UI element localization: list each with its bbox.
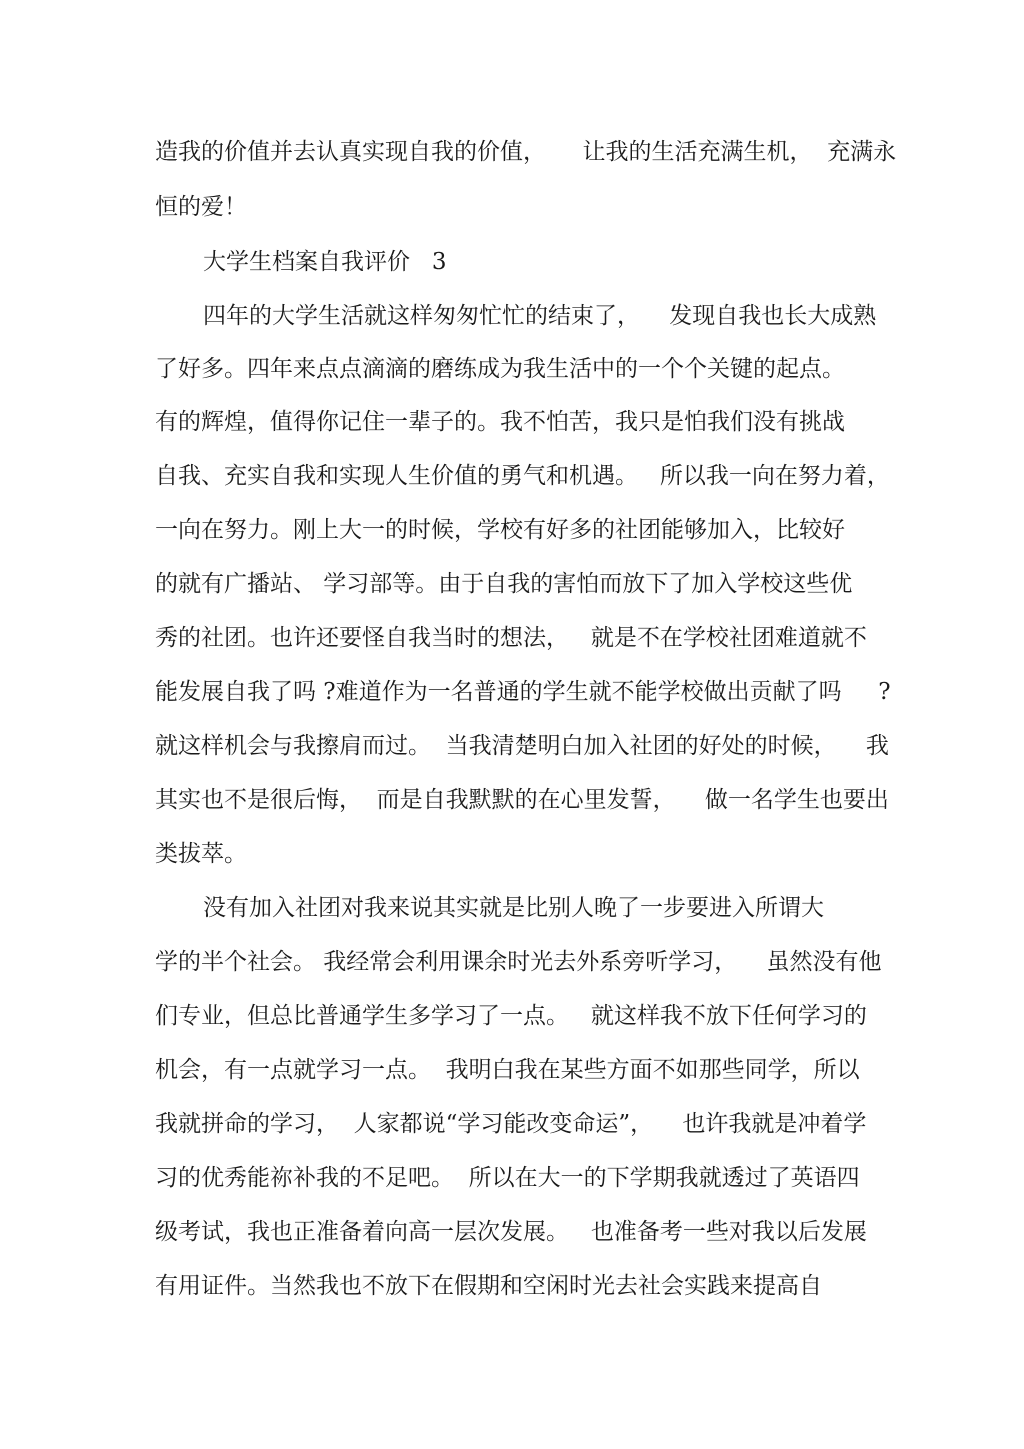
text-line-21: 级考试，我也正准备着向高一层次发展。 也准备考一些对我以后发展 — [155, 1219, 867, 1245]
text-line-17: 们专业，但总比普通学生多学习了一点。 就这样我不放下任何学习的 — [155, 1003, 867, 1029]
text-line-11: 能发展自我了吗 ?难道作为一名普通的学生就不能学校做出贡献了吗 ? — [155, 679, 891, 705]
text-line-4: 四年的大学生活就这样匆匆忙忙的结束了， 发现自我也长大成熟 — [203, 303, 877, 329]
section-heading: 大学生档案自我评价 3 — [203, 249, 447, 275]
text-line-10: 秀的社团。也许还要怪自我当时的想法， 就是不在学校社团难道就不 — [155, 625, 867, 651]
text-line-13: 其实也不是很后悔， 而是自我默默的在心里发誓， 做一名学生也要出 — [155, 787, 889, 813]
text-line-9: 的就有广播站、 学习部等。由于自我的害怕而放下了加入学校这些优 — [155, 571, 853, 597]
text-line-20: 习的优秀能祢补我的不足吧。 所以在大一的下学期我就透过了英语四 — [155, 1165, 860, 1191]
text-line-6: 有的辉煌，值得你记住一辈子的。我不怕苦，我只是怕我们没有挑战 — [155, 409, 845, 435]
text-line-15: 没有加入社团对我来说其实就是比别人晚了一步要进入所谓大 — [203, 895, 824, 921]
text-line-19: 我就拼命的学习， 人家都说“学习能改变命运”， 也许我就是冲着学 — [155, 1111, 867, 1137]
text-line-12: 就这样机会与我擦肩而过。 当我清楚明白加入社团的好处的时候， 我 — [155, 733, 889, 759]
text-line-14: 类拔萃。 — [155, 841, 247, 867]
text-line-1: 造我的价值并去认真实现自我的价值， 让我的生活充满生机， 充满永 — [155, 139, 897, 165]
text-line-5: 了好多。四年来点点滴滴的磨练成为我生活中的一个个关键的起点。 — [155, 356, 845, 382]
text-line-18: 机会，有一点就学习一点。 我明白我在某些方面不如那些同学，所以 — [155, 1057, 860, 1083]
text-line-16: 学的半个社会。 我经常会利用课余时光去外系旁听学习， 虽然没有他 — [155, 949, 882, 975]
text-line-2: 恒的爱！ — [155, 194, 247, 220]
text-line-8: 一向在努力。刚上大一的时候，学校有好多的社团能够加入，比较好 — [155, 517, 845, 543]
text-line-7: 自我、充实自我和实现人生价值的勇气和机遇。 所以我一向在努力着， — [155, 463, 890, 489]
text-line-22: 有用证件。当然我也不放下在假期和空闲时光去社会实践来提高自 — [155, 1273, 822, 1299]
